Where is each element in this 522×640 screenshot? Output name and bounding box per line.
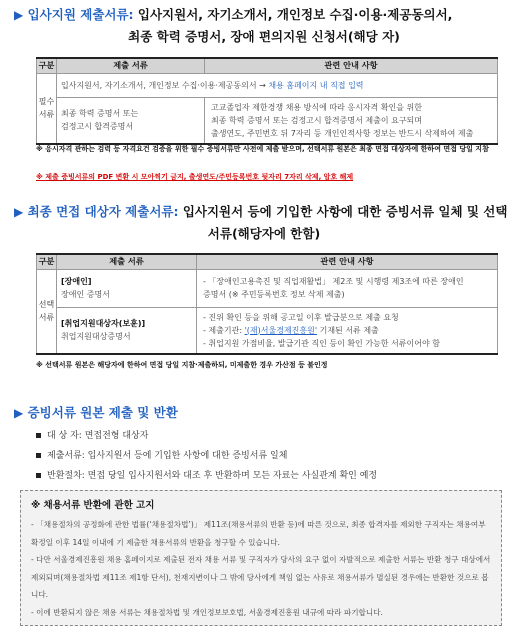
square-bullet-icon: [36, 433, 41, 438]
section-2-line2: 서류(해당자에 한함): [207, 226, 321, 241]
row2-title: [취업지원대상자(보훈)]: [61, 319, 146, 328]
table-row: [57, 307, 197, 354]
optional-documents-table: [36, 253, 498, 355]
notice-paragraph-1: - 「채용절차의 공정화에 관한 법률(‘채용절차법’)」 제11조(채용서류의 반환 등)에 따른 것으로, 최종 합격자를 제외한 구직자는 채용여부 확정일 이후 14일 이내에 기 제출한 채용서류의 반환을 청구할 수 있습니다.: [31, 520, 486, 547]
section-2-title: 최종 면접 대상자 제출서류:: [27, 204, 179, 219]
arrow-icon: ▶: [14, 205, 24, 219]
list-item: 제출서류: 입사지원서 등에 기입한 사항에 대한 증빙서류 일체: [36, 446, 287, 466]
section-1-line1: 입사지원서, 자기소개서, 개인정보 수집·이용·제공동의서,: [133, 7, 453, 22]
arrow-icon: ▶: [14, 8, 24, 22]
header-documents: 제출 서류: [57, 58, 205, 73]
header-guide: 관련 안내 사항: [197, 254, 498, 269]
row2-document: 최종 학력 증명서 또는 검정고시 합격증명서: [57, 97, 205, 144]
header-category: 구분: [37, 58, 57, 73]
required-documents-table: [36, 57, 498, 145]
section-2-line1: 입사지원서 등에 기입한 사항에 대한 증빙서류 일체 및 선택: [178, 204, 508, 219]
arrow-right-icon: →: [256, 80, 269, 90]
notice-title: ※ 채용서류 반환에 관한 고지: [31, 500, 155, 511]
note-3: ※ 선택서류 원본은 해당자에 한하여 면접 당일 지참·제출하되, 미제출한 경우 가산점 등 불인정: [36, 361, 328, 369]
square-bullet-icon: [36, 453, 41, 458]
section-3-heading: [14, 402, 514, 424]
table-row: [57, 73, 498, 97]
row2-document: 취업지원대상증명서: [61, 332, 131, 341]
row2-guide: - 진위 확인 등을 위해 공고일 이후 발급분으로 제출 요청 - 제출기관: '(재)서울경제진흥원' 기재된 서류 제출 - 취업지원 가점비율, 발급기관 직인 등이 확인 가능한 서류이어야 함: [197, 307, 498, 354]
section-1-title: 입사지원 제출서류:: [27, 7, 134, 22]
section-2-heading: [14, 201, 514, 245]
list-item: 대 상 자: 면접전형 대상자: [36, 426, 148, 446]
institution-name: '(재)서울경제진흥원': [244, 325, 318, 335]
section-1-heading: [14, 4, 514, 48]
note-2: ※ 제출 증빙서류의 PDF 변환 시 모아찍기 금지, 출생연도/주민등록번호 뒷자리 7자리 삭제, 암호 해제: [36, 173, 354, 181]
category-required: 필수 서류: [37, 73, 57, 144]
note-1: ※ 응시자격 관하는 검력 등 자격요건 검증을 위한 필수 증빙서류만 사전에 제출 받으며, 선택서류 원본은 최종 면접 대상자에 한하여 면접 당일 지참: [36, 145, 489, 153]
row2-guide: 고교졸업자 제한경쟁 채용 방식에 따라 응시자격 확인을 위한 최종 학력 증명서 또는 검정고시 합격증명서 제출이 요구되며 출생연도, 주민번호 뒤 7자리 등 개인인적사항 정보는 반드시 삭제하여 제출: [205, 97, 498, 144]
square-bullet-icon: [36, 473, 41, 478]
header-guide: 관련 안내 사항: [205, 58, 498, 73]
list-item: 반환절차: 면접 당일 입사지원서와 대조 후 반환하며 모든 자료는 사실관계 확인 예정: [36, 466, 377, 486]
row1-guide: - 「장애인고용촉진 및 직업재활법」 제2조 및 시행령 제3조에 따른 장애인 증명서 (※ 주민등록번호 정보 삭제 제출): [197, 269, 498, 307]
notice-paragraph-3: - 이에 반환되지 않은 채용 서류는 채용절차법 및 개인정보보호법, 서울경제진흥원 내규에 따라 파기합니다.: [31, 607, 383, 617]
table-row: [57, 269, 197, 307]
row1-document: 장애인 증명서: [61, 290, 110, 299]
notice-paragraph-2: - 다만 서울경제진흥원 채용 홈페이지로 제출된 전자 채용 서류 및 구직자가 당사의 요구 없이 자발적으로 제출한 서류는 반환 청구 대상에서 제외되며(채용절차법 제11조 제1항 단서), 천재지변이나 그 밖에 당사에게 책임 없는 사유로 채용서류가 멸실된 경우에는 반환한 것으로 봅니다.: [31, 555, 491, 599]
arrow-icon: ▶: [14, 406, 24, 420]
row1-text: 입사지원서, 자기소개서, 개인정보 수집·이용·제공동의서: [61, 80, 257, 90]
section-1-line2: 최종 학력 증명서, 장애 편의지원 신청서(해당 자): [128, 29, 400, 44]
homepage-input-note: 채용 홈페이지 내 직접 입력: [268, 80, 364, 90]
row1-title: [장애인]: [61, 277, 92, 286]
header-category: 구분: [37, 254, 57, 269]
header-documents: 제출 서류: [57, 254, 197, 269]
document-return-notice: [20, 490, 502, 626]
category-optional: 선택 서류: [37, 269, 57, 354]
section-3-title: 증빙서류 원본 제출 및 반환: [27, 405, 178, 420]
